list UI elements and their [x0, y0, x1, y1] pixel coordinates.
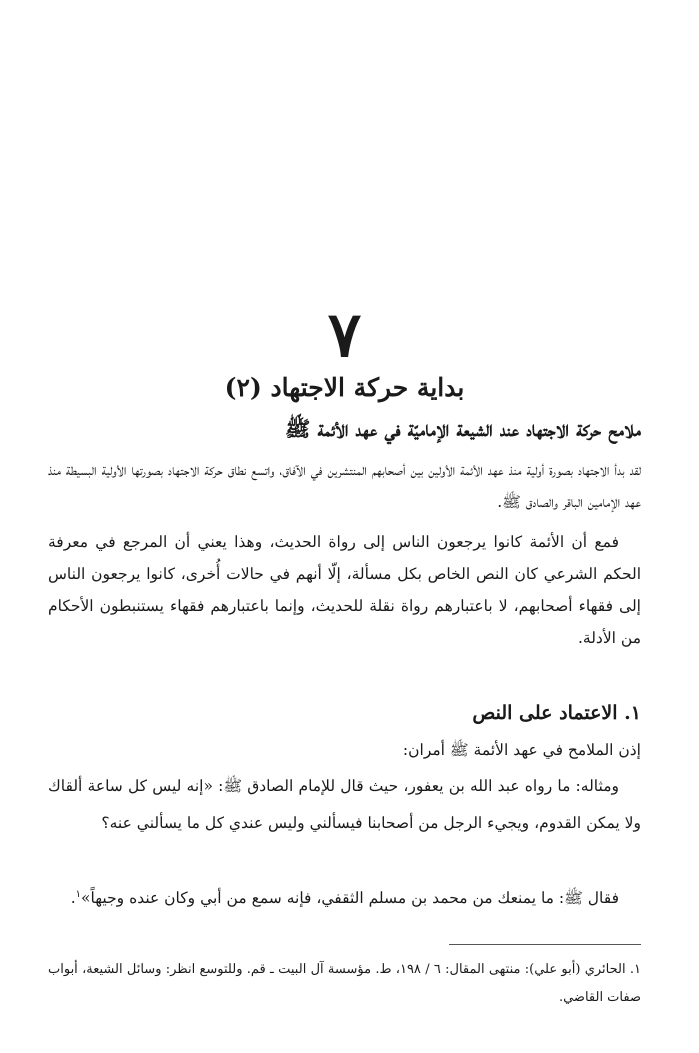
paragraph-intro	[48, 454, 641, 518]
paragraph-text: فقال ﷺ: ما يمنعك من محمد بن مسلم الثقفي، فإنه سمع من أبي وكان عنده وجيهاً»$^١$.	[70, 888, 619, 907]
paragraph-text: لقد بدأ الاجتهاد بصورة أولية منذ عهد الأئمة الأولين بين أصحابهم المنتشرين في الآفاق، واتسع نطاق حركة الاجتهاد بصورتها الأولية البسيطة منذ عهد الإمامين الباقر والصادق ﷺ.	[48, 461, 641, 511]
subsection-heading: ١. الاعتماد على النص	[472, 702, 641, 724]
footnote	[48, 956, 641, 1012]
document-page	[48, 0, 641, 1053]
paragraph-text: ومثاله: ما رواه عبد الله بن يعفور، حيث قال للإمام الصادق ﷺ: «إنه ليس كل ساعة ألقاك ولا يمكن القدوم، ويجيء الرجل من أصحابنا فيسألني وليس عندي كل ما يسألني عنه؟	[48, 777, 641, 832]
paragraph-text: فمع أن الأئمة كانوا يرجعون الناس إلى رواة الحديث، وهذا يعني أن المرجع في معرفة الحكم الشرعي كان النص الخاص بكل مسألة، إلّا أنهم في حالات أُخرى، كانوا يرجعون الناس إلى فقهاء أصحابهم، لا باعتبارهم رواة نقلة للحديث، وإنما باعتبارهم فقهاء يستنبطون الأحكام من الأدلة.	[48, 533, 641, 647]
section-heading: ملامح حركة الاجتهاد عند الشيعة الإماميّة في عهد الأئمة ﷺ	[284, 416, 641, 441]
subsection-example	[48, 768, 641, 842]
subsection-answer	[48, 882, 641, 914]
footnote-text: ١. الحائري (أبو علي): منتهى المقال: ٦ / ١٩٨، ط. مؤسسة آل البيت ـ قم. وللتوسع انظر: وسائل الشيعة، أبواب صفات القاضي.	[48, 962, 641, 1005]
paragraph-explanation	[48, 526, 641, 654]
chapter-number: ٧	[327, 298, 362, 371]
answer-text: فقال ﷺ: ما يمنعك من محمد بن مسلم الثقفي، فإنه سمع من أبي وكان عنده وجيهاً»	[81, 889, 619, 907]
footnote-divider	[449, 944, 641, 945]
chapter-title: بداية حركة الاجتهاد (٢)	[224, 373, 465, 402]
footnote-marker: ١	[75, 888, 82, 900]
paragraph-text: إذن الملامح في عهد الأئمة ﷺ أمران:	[402, 741, 641, 759]
subsection-intro	[48, 734, 641, 766]
